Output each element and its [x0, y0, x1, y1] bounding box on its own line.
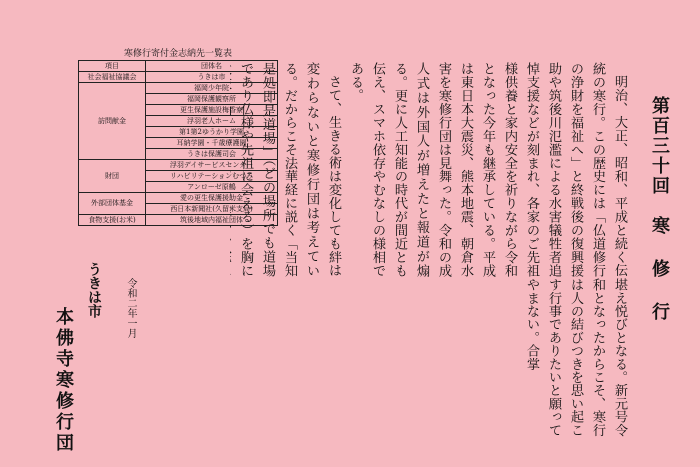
table-organization-cell: うきは市	[146, 72, 278, 83]
table-organization-cell: うきは保護司会	[146, 149, 278, 160]
table-organization-cell: 福岡保護観察所	[146, 94, 278, 105]
table-organization-cell: 福岡少年院	[146, 83, 278, 94]
table-organization-cell: 浮羽老人ホーム	[146, 116, 278, 127]
table-category-cell: 社会福祉協議会	[79, 72, 146, 83]
table-row	[79, 215, 278, 226]
table-category-cell: 訪問献金	[79, 83, 146, 160]
body-paragraph-closing: 堪え悦びとなる。新元号令和となったからこそ、寒行は人の結びつきを思い起こす行事でありたいと願ってやまない。合掌	[524, 278, 627, 437]
signature-date: 令和二年一月	[125, 278, 136, 338]
table-organization-cell: 耳納学園・千歳療護園	[146, 138, 278, 149]
table-row	[79, 193, 278, 204]
table-organization-cell: アンローゼ原鶴	[146, 182, 278, 193]
donation-table	[78, 60, 278, 226]
body-paragraph-2: さて、生きる術は変化しても絆は変わらないと寒修行団は考えている。だからこそ法華経に説く「当知是処即是道場」（どの場所でも道場であり仏様や先祖に会える）を胸に	[238, 62, 341, 277]
table-category-cell: 外部団体基金	[79, 193, 146, 215]
body-paragraph-1: 明治、大正、昭和、平成と続く伝統の寒行。この歴史には「仏道修行の浄財を福祉へ」と終戦後の復興援助や筑後川氾濫による水害犠牲者追悼支援などが刻まれ、各家のご先祖様供養と家内安全を祈りながら令和となった今年も継承している。平成は東日本大震災、熊本地震、朝倉水害を寒修行団は見舞った。令和の成人式は外国人が増えたと報道が煽る。更に人工知能の時代が間近とも伝え、スマホ依存やむなしの様相である。	[348, 62, 627, 277]
signature-organization: 本佛寺寒修行団	[53, 307, 74, 454]
table-organization-cell: 西日本新聞社(久留米支局)	[146, 204, 278, 215]
table-row	[79, 72, 278, 83]
page-title: 第百三十回 寒 修 行	[649, 96, 670, 322]
table-category-cell: 財団	[79, 160, 146, 193]
body-text-lower	[440, 278, 630, 448]
table-header-row	[79, 61, 278, 72]
table-organization-cell: 愛の更生保護援助金	[146, 193, 278, 204]
table-caption: 寒修行寄付金志納先一覧表	[123, 49, 232, 59]
signature-city: うきは市	[86, 262, 102, 318]
header-organization: 団体名	[146, 61, 278, 72]
table-row	[79, 83, 278, 94]
table-organization-cell: 筑後地域内福祉団体	[146, 215, 278, 226]
table-organization-cell: 更生保護施設梅香寮	[146, 105, 278, 116]
table-organization-cell: 浮羽デイサービスセンター	[146, 160, 278, 171]
table-organization-cell: 第1第2ゆうかり学園	[146, 127, 278, 138]
body-text-upper	[230, 62, 630, 277]
header-category: 項目	[79, 61, 146, 72]
table-organization-cell: リハビリテーションむつみ	[146, 171, 278, 182]
table-row	[79, 160, 278, 171]
donation-table-body	[79, 61, 278, 226]
table-category-cell: 食物支援(お米)	[79, 215, 146, 226]
